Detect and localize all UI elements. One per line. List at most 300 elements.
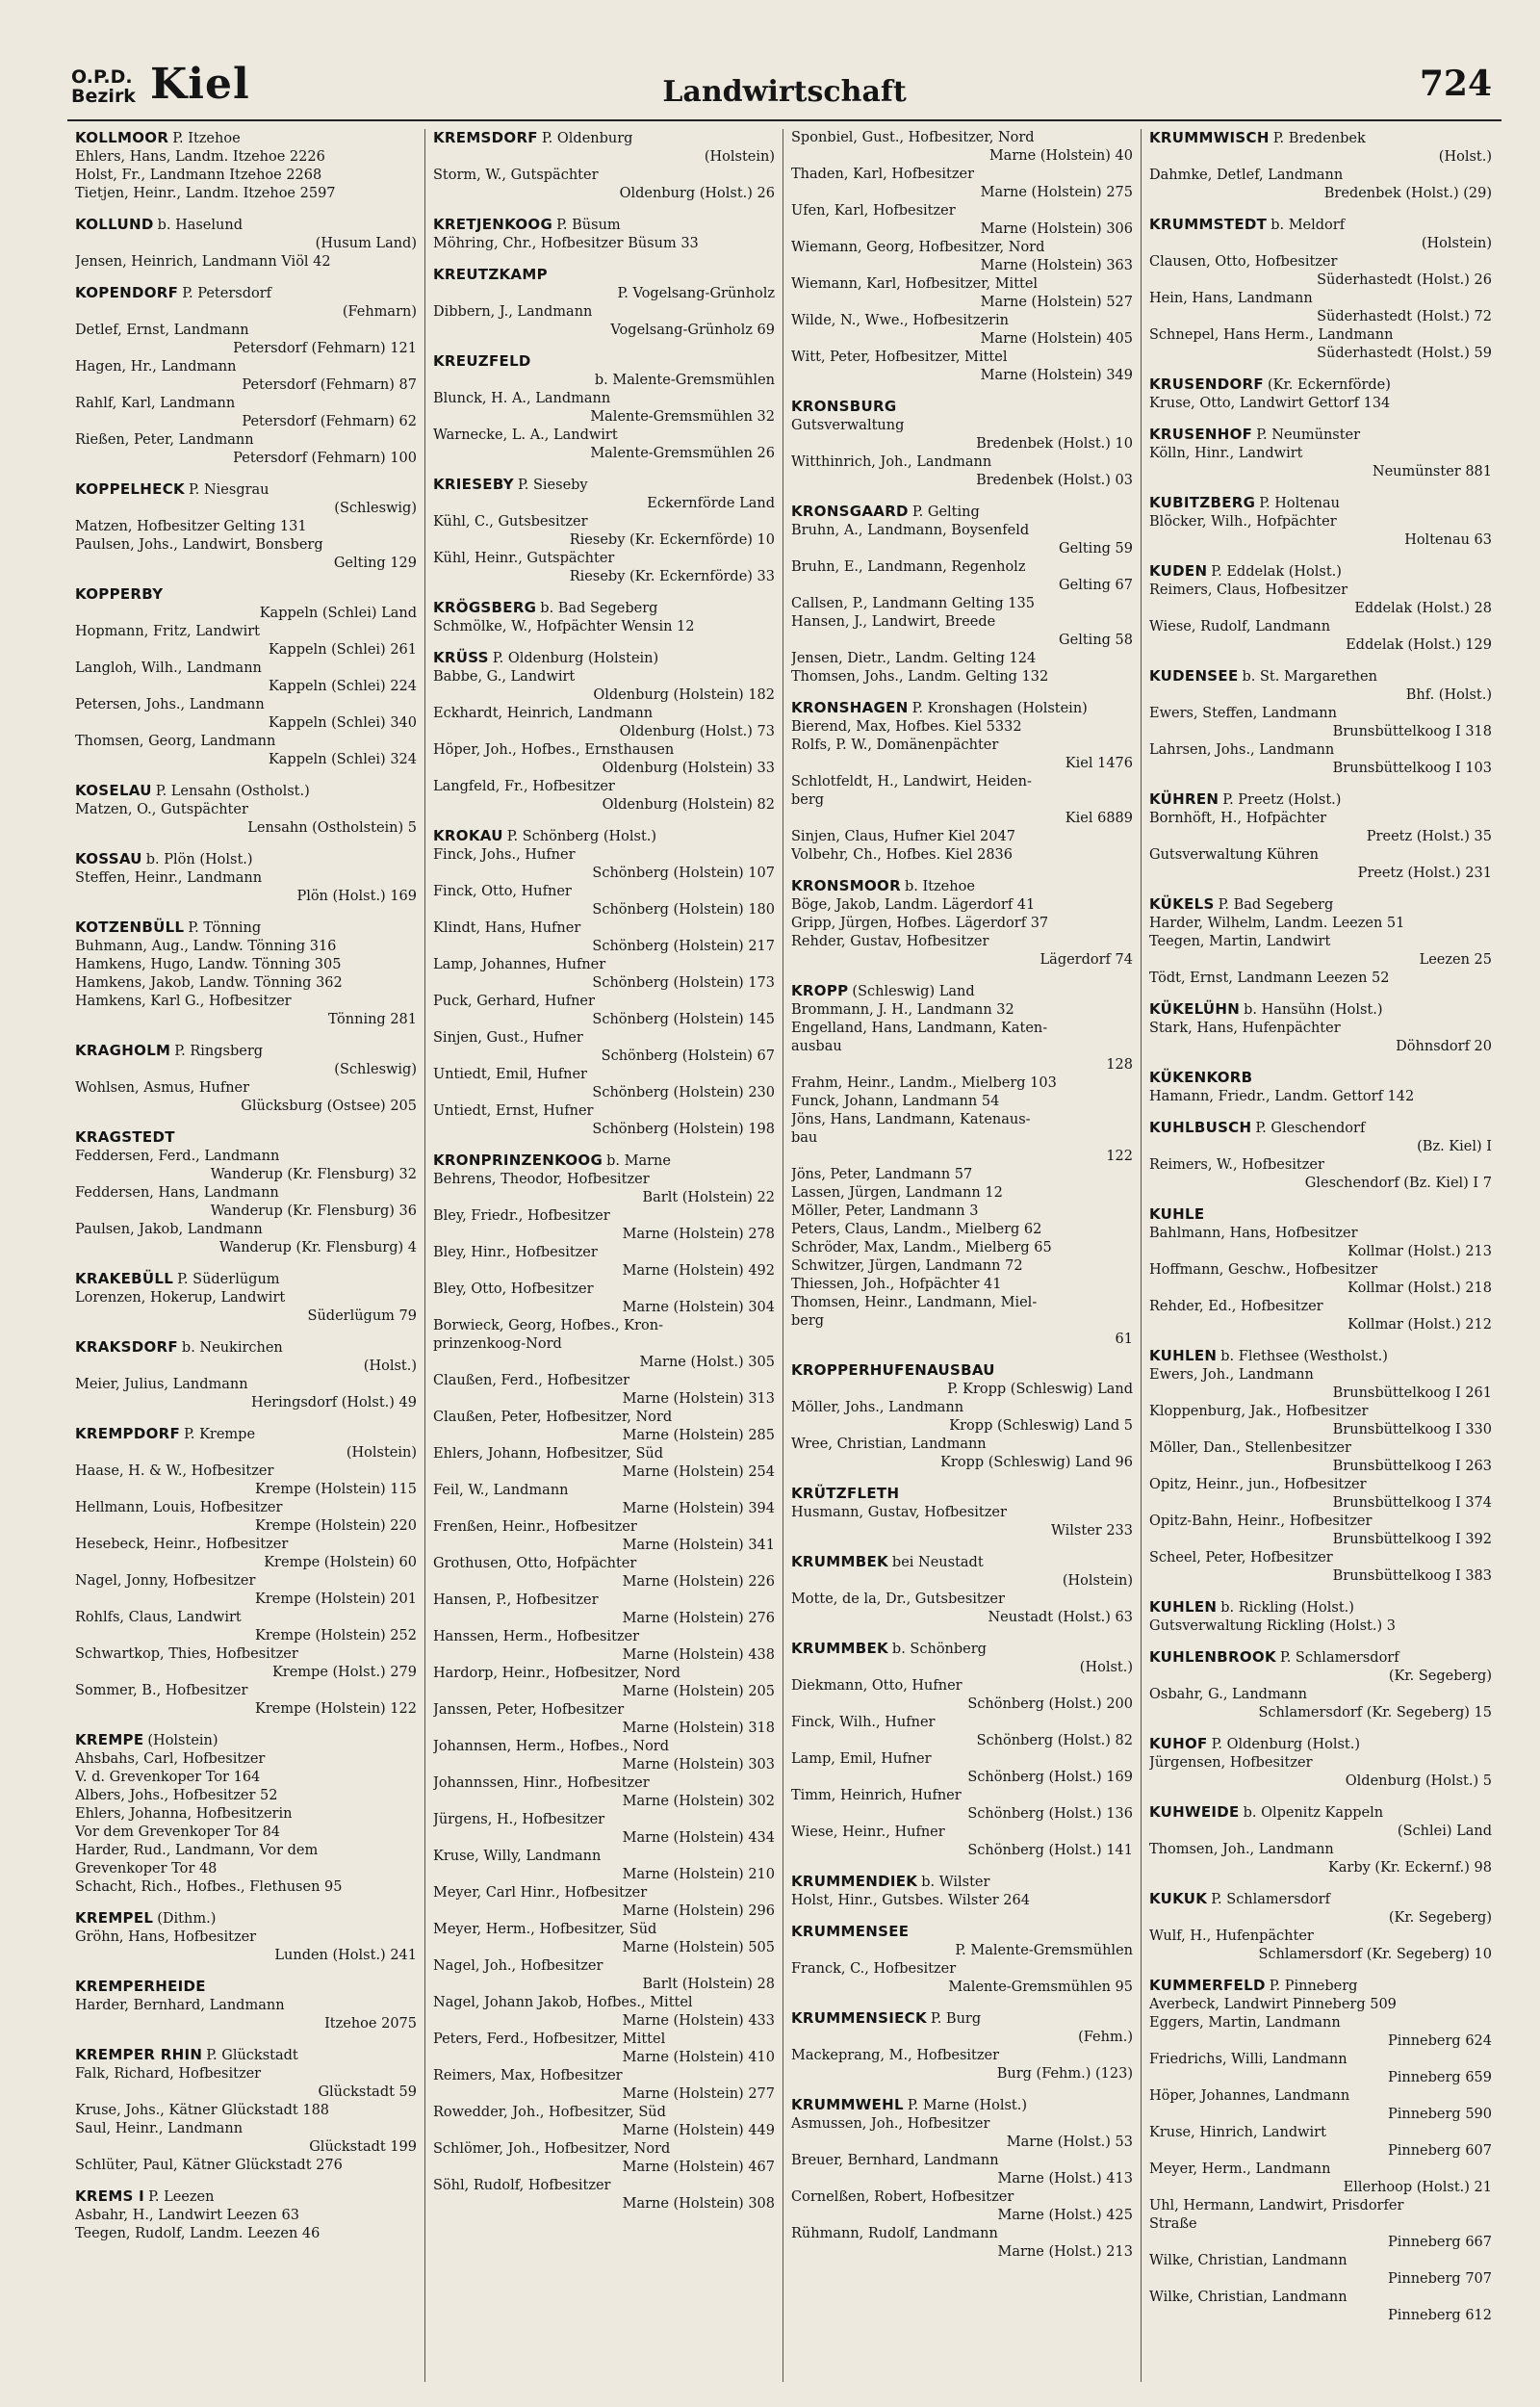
- place-heading: [75, 850, 417, 869]
- place-section: [1149, 1119, 1492, 1193]
- entry-name: Haase, H. & W., Hofbesitzer: [75, 1463, 274, 1479]
- entry-phone: Schönberg (Holstein) 217: [592, 939, 775, 954]
- listing-entry: [433, 1994, 775, 2031]
- place-name: KUDENSEE: [1149, 667, 1239, 685]
- column-1: [67, 129, 425, 2382]
- listing-entry: [791, 896, 1133, 915]
- entry-phone: Schönberg (Holstein) 107: [592, 866, 775, 881]
- listing-entry: [1149, 1298, 1492, 1334]
- listing-entry: [433, 618, 775, 636]
- place-heading: [1149, 1803, 1492, 1823]
- place-name: KUHLENBROOK: [1149, 1648, 1276, 1666]
- entry-name: Bruhn, A., Landmann, Boysenfeld: [791, 523, 1030, 538]
- entry-phone: Kropp (Schleswig) Land 5: [949, 1418, 1133, 1434]
- entry-name: Ehlers, Hans, Landm. Itzehoe 2226: [75, 149, 325, 165]
- entry-name: Kruse, Willy, Landmann: [433, 1849, 602, 1864]
- place-name: KREMPERHEIDE: [75, 1978, 206, 1995]
- post-office: b. Schönberg: [891, 1642, 987, 1657]
- place-section: [75, 1731, 417, 1897]
- entry-name: Nagel, Jonny, Hofbesitzer: [75, 1573, 256, 1589]
- place-section: [1149, 1000, 1492, 1056]
- place-heading: [1149, 426, 1492, 445]
- place-heading: [791, 1361, 1133, 1381]
- listing-entry: [75, 1609, 417, 1645]
- entry-phone: Marne (Holstein) 296: [622, 1903, 775, 1919]
- entry-phone: Rieseby (Kr. Eckernförde) 33: [569, 569, 775, 584]
- place-name: KRUMMWISCH: [1149, 129, 1270, 146]
- listing-entry: [1149, 2014, 1492, 2051]
- entry-phone: Burg (Fehm.) (123): [996, 2066, 1133, 2082]
- place-name: KRÜSS: [433, 649, 489, 666]
- post-office: P. Oldenburg (Holstein): [492, 651, 659, 666]
- place-name: KRUMMBEK: [791, 1640, 888, 1657]
- listing-entry: [1149, 2252, 1492, 2289]
- entry-name: Kruse, Otto, Landwirt Gettorf 134: [1149, 396, 1391, 411]
- entry-name: Thomsen, Johs., Landm. Gelting 132: [791, 669, 1049, 685]
- entry-phone: Brunsbüttelkoog I 383: [1332, 1568, 1492, 1584]
- post-office: P. Bredenbek: [1272, 131, 1366, 146]
- place-heading: [75, 216, 417, 235]
- entry-phone: Neumünster 881: [1372, 464, 1492, 479]
- entry-name: Funck, Johann, Landmann 54: [791, 1094, 1000, 1109]
- post-office: P. Schlamersdorf: [1279, 1650, 1399, 1666]
- listing-entry: [1149, 705, 1492, 741]
- listing-entry: [791, 1111, 1133, 1129]
- place-district: (Holstein): [1062, 1573, 1133, 1589]
- listing-entry: [791, 1203, 1133, 1221]
- post-office: P. Preetz (Holst.): [1222, 792, 1342, 808]
- listing-entry: [433, 1884, 775, 1921]
- entry-phone: Neustadt (Holst.) 63: [988, 1610, 1133, 1625]
- entry-name: Thomsen, Georg, Landmann: [75, 734, 276, 749]
- entry-phone: Preetz (Holst.) 35: [1366, 829, 1492, 844]
- listing-entry: [791, 417, 1133, 453]
- listing-entry: [1149, 618, 1492, 655]
- listing-entry: [75, 1572, 417, 1609]
- listing-entry: [75, 2120, 417, 2157]
- post-office: P. Pinneberg: [1269, 1979, 1358, 1994]
- listing-entry: [75, 938, 417, 956]
- entry-name: Franck, C., Hofbesitzer: [791, 1961, 957, 1977]
- place-name: KREMPDORF: [75, 1425, 181, 1442]
- listing-entry: [791, 1257, 1133, 1276]
- entry-phone: Glückstadt 199: [309, 2139, 417, 2155]
- entry-name: Gröhn, Hans, Hofbesitzer: [75, 1929, 257, 1945]
- listing-entry: [75, 869, 417, 906]
- entry-phone: Pinneberg 624: [1387, 2033, 1492, 2049]
- entry-name: Finck, Wilh., Hufner: [791, 1715, 936, 1730]
- place-heading: [75, 1978, 417, 1997]
- place-heading: [75, 2046, 417, 2065]
- listing-entry: [791, 1184, 1133, 1203]
- listing-entry: [1149, 970, 1492, 988]
- post-office: P. Itzehoe: [172, 131, 241, 146]
- listing-entry: [791, 1824, 1133, 1860]
- listing-entry: [75, 1787, 417, 1805]
- listing-entry: [433, 1335, 775, 1372]
- entry-name: Paulsen, Jakob, Landmann: [75, 1222, 263, 1237]
- post-office: P. Holtenau: [1259, 496, 1340, 511]
- entry-phone: Oldenburg (Holstein) 33: [602, 761, 775, 776]
- place-name: KOLLUND: [75, 216, 154, 233]
- entry-name: Bley, Friedr., Hofbesitzer: [433, 1208, 610, 1224]
- entry-name: berg: [791, 792, 825, 808]
- entry-phone: Marne (Holstein) 210: [622, 1867, 775, 1882]
- entry-phone: Wanderup (Kr. Flensburg) 32: [210, 1167, 417, 1182]
- post-office: (Holstein): [147, 1733, 218, 1748]
- entry-name: Thomsen, Heinr., Landmann, Miel-: [791, 1295, 1038, 1310]
- place-heading: [791, 699, 1133, 718]
- listing-entry: [791, 718, 1133, 737]
- place-district: (Holst.): [363, 1359, 417, 1374]
- entry-name: Bley, Hinr., Hofbesitzer: [433, 1245, 598, 1260]
- place-section: [1149, 1205, 1492, 1334]
- place-name: KOPPELHECK: [75, 480, 185, 498]
- place-heading: [75, 919, 417, 938]
- listing-entry: [791, 1787, 1133, 1824]
- listing-entry: [433, 1555, 775, 1592]
- place-name: KROPP: [791, 982, 849, 999]
- entry-name: Schnepel, Hans Herm., Landmann: [1149, 327, 1394, 343]
- district-label: O.P.D. Bezirk: [71, 66, 136, 107]
- entry-name: Ehlers, Johanna, Hofbesitzerin: [75, 1806, 293, 1822]
- entry-name: Bahlmann, Hans, Hofbesitzer: [1149, 1226, 1358, 1241]
- listing-entry: [433, 1171, 775, 1207]
- entry-phone: Marne (Holstein) 276: [622, 1611, 775, 1626]
- page-header: [67, 60, 1502, 121]
- place-section: [433, 827, 775, 1139]
- entry-name: Lassen, Jürgen, Landmann 12: [791, 1185, 1003, 1201]
- listing-entry: [75, 1842, 417, 1860]
- post-office: P. Eddelak (Holst.): [1211, 564, 1342, 580]
- entry-name: Wiese, Rudolf, Landmann: [1149, 619, 1331, 634]
- listing-entry: [433, 167, 775, 203]
- place-heading: [791, 1485, 1133, 1504]
- entry-phone: Schönberg (Holst.) 82: [976, 1733, 1133, 1748]
- entry-name: Bierend, Max, Hofbes. Kiel 5332: [791, 719, 1022, 735]
- entry-name: Bley, Otto, Hofbesitzer: [433, 1281, 594, 1297]
- entry-name: Janssen, Peter, Hofbesitzer: [433, 1702, 625, 1718]
- place-name: KUHLBUSCH: [1149, 1119, 1252, 1136]
- place-name: KRONSMOOR: [791, 877, 901, 894]
- place-name: KREUTZKAMP: [433, 266, 548, 283]
- entry-name: Kruse, Johs., Kätner Glückstadt 188: [75, 2103, 330, 2118]
- listing-entry: [75, 395, 417, 431]
- place-name: KRUMMSTEDT: [1149, 216, 1268, 233]
- entry-phone: Gelting 59: [1059, 541, 1133, 556]
- entry-name: berg: [791, 1313, 825, 1329]
- entry-name: Schlüter, Paul, Kätner Glückstadt 276: [75, 2158, 343, 2173]
- listing-entry: [1149, 1088, 1492, 1106]
- place-heading: [75, 1909, 417, 1928]
- entry-phone: Glücksburg (Ostsee) 205: [241, 1099, 417, 1114]
- place-section: [1149, 1977, 1492, 2325]
- listing-entry: [75, 1682, 417, 1719]
- place-heading: [791, 877, 1133, 896]
- entry-name: Opitz-Bahn, Heinr., Hofbesitzer: [1149, 1514, 1373, 1529]
- entry-name: Motte, de la, Dr., Gutsbesitzer: [791, 1592, 1005, 1607]
- post-office: (Dithm.): [157, 1911, 217, 1927]
- listing-entry: [75, 1289, 417, 1326]
- place-heading: [1149, 129, 1492, 148]
- place-name: KRONPRINZENKOOG: [433, 1152, 603, 1169]
- listing-entry: [791, 558, 1133, 595]
- post-office: P. Lensahn (Ostholst.): [155, 784, 310, 799]
- entry-name: Diekmann, Otto, Hufner: [791, 1678, 962, 1694]
- place-section: [1149, 494, 1492, 550]
- entry-phone: Vogelsang-Grünholz 69: [610, 323, 775, 338]
- place-name: KOSSAU: [75, 850, 142, 867]
- entry-phone: Holtenau 63: [1404, 532, 1492, 548]
- listing-entry: [791, 1129, 1133, 1166]
- entry-name: Kruse, Hinrich, Landwirt: [1149, 2125, 1326, 2140]
- listing-entry: [433, 390, 775, 427]
- place-section: [433, 352, 775, 463]
- entry-phone: Malente-Gremsmühlen 32: [590, 409, 775, 425]
- listing-entry: [1149, 1476, 1492, 1513]
- listing-entry: [75, 2157, 417, 2175]
- entry-phone: Marne (Holstein) 303: [622, 1757, 775, 1773]
- place-name: KOPENDORF: [75, 284, 179, 301]
- entry-name: Clausen, Otto, Hofbesitzer: [1149, 254, 1338, 270]
- entry-phone: Petersdorf (Fehmarn) 62: [242, 414, 417, 429]
- entry-name: Peters, Ferd., Hofbesitzer, Mittel: [433, 2032, 666, 2047]
- listing-entry: [791, 1892, 1133, 1910]
- entry-name: Hesebeck, Heinr., Hofbesitzer: [75, 1537, 289, 1552]
- post-office: P. Gelting: [911, 505, 980, 520]
- listing-entry: [433, 303, 775, 340]
- entry-phone: Schönberg (Holstein) 198: [592, 1122, 775, 1137]
- entry-name: Stark, Hans, Hufenpächter: [1149, 1021, 1341, 1036]
- listing-entry: [75, 1148, 417, 1184]
- entry-name: Harder, Bernhard, Landmann: [75, 1998, 285, 2013]
- entry-phone: 128: [1106, 1057, 1133, 1073]
- entry-name: Buhmann, Aug., Landw. Tönning 316: [75, 939, 337, 954]
- place-heading: [791, 503, 1133, 522]
- entry-phone: Schönberg (Holstein) 145: [592, 1012, 775, 1027]
- listing-entry: [791, 1677, 1133, 1714]
- place-district: (Holst.): [1438, 149, 1492, 165]
- entry-phone: Süderhastedt (Holst.) 72: [1317, 309, 1492, 324]
- entry-name: Jürgens, H., Hofbesitzer: [433, 1812, 605, 1827]
- place-section: [791, 1873, 1133, 1910]
- entry-phone: Eddelak (Holst.) 129: [1346, 637, 1492, 653]
- entry-phone: Marne (Holst.) 413: [997, 2171, 1133, 2187]
- listing-entry: [433, 1372, 775, 1409]
- entry-phone: Süderhastedt (Holst.) 59: [1317, 346, 1492, 361]
- listing-entry: [791, 2115, 1133, 2152]
- entry-phone: Marne (Holstein) 433: [622, 2013, 775, 2029]
- entry-name: Nagel, Joh., Hofbesitzer: [433, 1958, 603, 1974]
- place-section: [75, 919, 417, 1029]
- entry-phone: Pinneberg 607: [1387, 2143, 1492, 2159]
- listing-entry: [1149, 1403, 1492, 1439]
- place-name: KRUMMENSIECK: [791, 2009, 927, 2027]
- place-name: KRONSGAARD: [791, 503, 909, 520]
- place-district: Kappeln (Schlei) Land: [259, 606, 417, 621]
- entry-name: Vor dem Grevenkoper Tor 84: [75, 1825, 281, 1840]
- place-heading: [433, 476, 775, 495]
- entry-phone: Oldenburg (Holstein) 82: [602, 797, 775, 813]
- entry-name: Harder, Wilhelm, Landm. Leezen 51: [1149, 916, 1405, 931]
- place-name: KRAKEBÜLL: [75, 1270, 174, 1287]
- entry-phone: Marne (Holstein) 363: [980, 258, 1133, 273]
- entry-name: Wiemann, Georg, Hofbesitzer, Nord: [791, 240, 1045, 255]
- entry-phone: Kollmar (Holst.) 213: [1348, 1244, 1492, 1259]
- listing-entry: [1149, 1225, 1492, 1261]
- entry-phone: Marne (Holstein) 275: [980, 185, 1133, 200]
- entry-phone: Schönberg (Holstein) 173: [592, 975, 775, 991]
- entry-name: Eckhardt, Heinrich, Landmann: [433, 706, 654, 721]
- entry-name: Ewers, Joh., Landmann: [1149, 1367, 1314, 1383]
- entry-phone: Glückstadt 59: [318, 2084, 417, 2100]
- entry-phone: Pinneberg 667: [1387, 2235, 1492, 2250]
- listing-entry: [75, 167, 417, 185]
- listing-entry: [791, 129, 1133, 166]
- listing-entry: [75, 974, 417, 993]
- post-office: P. Niesgrau: [188, 482, 270, 498]
- entry-phone: Marne (Holstein) 438: [622, 1647, 775, 1663]
- place-heading: [1149, 494, 1492, 513]
- post-office: P. Oldenburg (Holst.): [1211, 1737, 1361, 1752]
- entry-name: Schmölke, W., Hofpächter Wensin 12: [433, 619, 695, 634]
- entry-phone: Brunsbüttelkoog I 330: [1332, 1422, 1492, 1437]
- entry-phone: Brunsbüttelkoog I 103: [1332, 761, 1492, 776]
- entry-phone: Leezen 25: [1419, 952, 1492, 968]
- post-office: b. Haselund: [157, 218, 243, 233]
- post-office: P. Burg: [930, 2011, 982, 2027]
- place-heading: [75, 1425, 417, 1444]
- listing-entry: [75, 322, 417, 358]
- listing-entry: [433, 846, 775, 883]
- place-name: KUHOF: [1149, 1735, 1208, 1752]
- place-district: (Holstein): [1421, 236, 1492, 251]
- place-name: KRAGSTEDT: [75, 1128, 175, 1146]
- entry-phone: Kappeln (Schlei) 340: [268, 715, 417, 731]
- entry-phone: Brunsbüttelkoog I 263: [1332, 1459, 1492, 1474]
- listing-entry: [75, 2225, 417, 2243]
- entry-name: Sinjen, Claus, Hufner Kiel 2047: [791, 829, 1015, 844]
- entry-name: Meyer, Herm., Hofbesitzer, Süd: [433, 1922, 657, 1937]
- entry-name: Jürgensen, Hofbesitzer: [1149, 1755, 1313, 1771]
- entry-name: Wilke, Christian, Landmann: [1149, 2253, 1348, 2268]
- post-office: b. Wilster: [921, 1875, 990, 1890]
- listing-entry: [75, 2102, 417, 2120]
- place-name: KRUSENHOF: [1149, 426, 1253, 443]
- entry-name: Matzen, O., Gutspächter: [75, 802, 248, 817]
- listing-entry: [75, 253, 417, 272]
- entry-name: Jensen, Dietr., Landm. Gelting 124: [791, 651, 1037, 666]
- listing-entry: [791, 773, 1133, 791]
- place-name: KROKAU: [433, 827, 503, 844]
- listing-entry: [791, 239, 1133, 275]
- entry-phone: Marne (Holstein) 278: [622, 1227, 775, 1242]
- entry-phone: 61: [1115, 1332, 1133, 1347]
- entry-name: Warnecke, L. A., Landwirt: [433, 427, 618, 443]
- entry-name: Holst, Fr., Landmann Itzehoe 2268: [75, 168, 322, 183]
- entry-name: Langloh, Wilh., Landmann: [75, 660, 262, 676]
- place-heading: [1149, 1977, 1492, 1996]
- place-section: [433, 1152, 775, 2213]
- entry-phone: Gelting 67: [1059, 578, 1133, 593]
- post-office: P. Schönberg (Holst.): [506, 829, 657, 844]
- listing-entry: [1149, 1261, 1492, 1298]
- entry-phone: Kappeln (Schlei) 224: [268, 679, 417, 694]
- place-district: (Kr. Segeberg): [1388, 1910, 1492, 1926]
- place-section: [75, 782, 417, 838]
- entry-phone: Heringsdorf (Holst.) 49: [250, 1395, 417, 1411]
- entry-phone: Krempe (Holstein) 115: [254, 1482, 417, 1497]
- place-section: [75, 1128, 417, 1257]
- post-office: (Kr. Eckernförde): [1267, 377, 1391, 393]
- entry-name: Söhl, Rudolf, Hofbesitzer: [433, 2178, 611, 2193]
- entry-name: Wohlsen, Asmus, Hufner: [75, 1080, 250, 1096]
- entry-name: Jöns, Hans, Landmann, Katenaus-: [791, 1112, 1031, 1127]
- listing-entry: [791, 828, 1133, 846]
- entry-name: Feddersen, Ferd., Landmann: [75, 1149, 280, 1164]
- listing-entry: [75, 431, 417, 468]
- place-section: [1149, 790, 1492, 883]
- entry-name: Meier, Julius, Landmann: [75, 1377, 248, 1392]
- listing-entry: [1149, 513, 1492, 550]
- place-section: [791, 1485, 1133, 1540]
- listing-entry: [433, 956, 775, 993]
- entry-name: Lahrsen, Johs., Landmann: [1149, 742, 1335, 758]
- listing-entry: [791, 737, 1133, 773]
- place-name: KREMSDORF: [433, 129, 538, 146]
- listing-entry: [75, 185, 417, 203]
- place-heading: [75, 1042, 417, 1061]
- entry-name: Johannssen, Hinr., Hofbesitzer: [433, 1775, 650, 1791]
- entry-name: Meyer, Herm., Landmann: [1149, 2161, 1331, 2177]
- entry-phone: Marne (Holst.) 53: [1006, 2135, 1133, 2150]
- entry-phone: 122: [1106, 1149, 1133, 1164]
- place-section: [75, 2187, 417, 2243]
- place-section: [433, 649, 775, 815]
- post-office: P. Petersdorf: [182, 286, 272, 301]
- place-name: KREMS I: [75, 2187, 145, 2205]
- place-section: [1149, 895, 1492, 988]
- entry-phone: Lägerdorf 74: [1040, 952, 1133, 968]
- entry-name: Uhl, Hermann, Landwirt, Prisdorfer: [1149, 2198, 1404, 2213]
- listing-entry: [75, 956, 417, 974]
- place-district: (Kr. Segeberg): [1388, 1669, 1492, 1684]
- post-office: b. St. Margarethen: [1242, 669, 1377, 685]
- listing-entry: [433, 705, 775, 741]
- entry-name: Holst, Hinr., Gutsbes. Wilster 264: [791, 1893, 1030, 1908]
- post-office: P. Neumünster: [1256, 427, 1361, 443]
- entry-name: Matzen, Hofbesitzer Gelting 131: [75, 519, 307, 534]
- entry-name: Witthinrich, Joh., Landmann: [791, 454, 992, 470]
- entry-name: Hellmann, Louis, Hofbesitzer: [75, 1500, 283, 1515]
- entry-name: Hoffmann, Geschw., Hofbesitzer: [1149, 1262, 1378, 1278]
- entry-phone: Kiel 1476: [1065, 756, 1133, 771]
- place-district: (Holst.): [1079, 1660, 1133, 1675]
- listing-entry: [791, 2047, 1133, 2083]
- place-name: KUHWEIDE: [1149, 1803, 1240, 1821]
- entry-name: Reimers, W., Hofbesitzer: [1149, 1157, 1324, 1173]
- listing-entry: [1149, 395, 1492, 413]
- place-heading: [791, 1640, 1133, 1659]
- entry-name: Thomsen, Joh., Landmann: [1149, 1842, 1334, 1857]
- entry-phone: Marne (Holstein) 306: [980, 221, 1133, 237]
- place-heading: [1149, 1347, 1492, 1366]
- listing-entry: [791, 275, 1133, 312]
- entry-name: Breuer, Bernhard, Landmann: [791, 2153, 999, 2168]
- post-office: b. Plön (Holst.): [145, 852, 253, 867]
- entry-name: Rehder, Ed., Hofbesitzer: [1149, 1299, 1323, 1314]
- place-heading: [433, 352, 775, 372]
